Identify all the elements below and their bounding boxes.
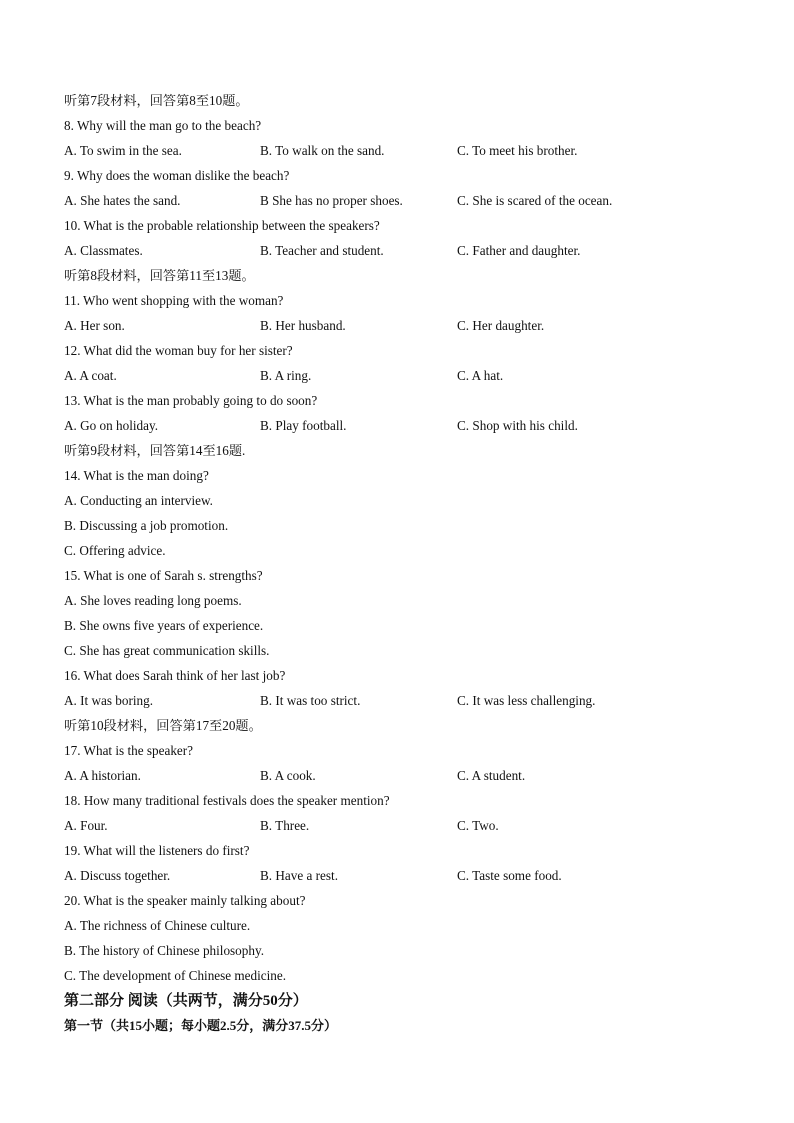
exam-content [64, 88, 744, 1038]
section-title: 第二部分 阅读（共两节，满分50分） [64, 993, 308, 1009]
answer-option-line: C. She has great communication skills. [64, 643, 270, 658]
option-b: B. To walk on the sand. [260, 143, 385, 158]
options-row [64, 138, 744, 163]
options-row [64, 238, 744, 263]
option-b: B. Play football. [260, 418, 347, 433]
question-stem: 9. Why does the woman dislike the beach? [64, 168, 290, 183]
option-a: A. Four. [64, 818, 108, 833]
question-stem: 10. What is the probable relationship between the speakers? [64, 218, 380, 233]
option-a: A. Discuss together. [64, 868, 171, 883]
option-a: A. Her son. [64, 318, 125, 333]
option-c: C. Taste some food. [457, 868, 562, 883]
question-stem: 17. What is the speaker? [64, 743, 194, 758]
question-stem: 16. What does Sarah think of her last job? [64, 668, 286, 683]
answer-option-line: B. The history of Chinese philosophy. [64, 943, 265, 958]
option-a: A. A historian. [64, 768, 141, 783]
option-a: A. It was boring. [64, 693, 154, 708]
option-c: C. To meet his brother. [457, 143, 578, 158]
answer-option-line: A. She loves reading long poems. [64, 593, 242, 608]
option-b: B. It was too strict. [260, 693, 361, 708]
question-stem: 8. Why will the man go to the beach? [64, 118, 262, 133]
subsection-title: 第一节（共15小题；每小题2.5分，满分37.5分） [64, 1018, 338, 1033]
answer-option-line: B. Discussing a job promotion. [64, 518, 229, 533]
options-row [64, 363, 744, 388]
question-stem: 13. What is the man probably going to do soon? [64, 393, 318, 408]
answer-option-line: A. The richness of Chinese culture. [64, 918, 251, 933]
options-row [64, 688, 744, 713]
question-stem: 14. What is the man doing? [64, 468, 209, 483]
options-row [64, 188, 744, 213]
option-c: C. Two. [457, 818, 499, 833]
question-stem: 12. What did the woman buy for her sister? [64, 343, 293, 358]
question-stem: 20. What is the speaker mainly talking about? [64, 893, 306, 908]
option-c: C. A student. [457, 768, 526, 783]
option-b: B. Teacher and student. [260, 243, 384, 258]
option-c: C. It was less challenging. [457, 693, 596, 708]
option-a: A. She hates the sand. [64, 193, 181, 208]
options-row [64, 863, 744, 888]
options-row [64, 763, 744, 788]
listening-instruction: 听第7段材料，回答第8至10题。 [64, 93, 249, 108]
option-b: B. Have a rest. [260, 868, 338, 883]
question-stem: 11. Who went shopping with the woman? [64, 293, 284, 308]
option-a: A. Classmates. [64, 243, 143, 258]
answer-option-line: A. Conducting an interview. [64, 493, 213, 508]
option-c: C. She is scared of the ocean. [457, 193, 613, 208]
option-c: C. Father and daughter. [457, 243, 581, 258]
answer-option-line: B. She owns five years of experience. [64, 618, 264, 633]
answer-option-line: C. The development of Chinese medicine. [64, 968, 287, 983]
option-b: B. Her husband. [260, 318, 346, 333]
option-b: B. A ring. [260, 368, 312, 383]
listening-instruction: 听第9段材料，回答第14至16题. [64, 443, 246, 458]
question-stem: 18. How many traditional festivals does the speaker mention? [64, 793, 390, 808]
listening-instruction: 听第10段材料，回答第17至20题。 [64, 718, 262, 733]
question-stem: 19. What will the listeners do first? [64, 843, 250, 858]
options-row [64, 413, 744, 438]
option-b: B. Three. [260, 818, 310, 833]
option-a: A. Go on holiday. [64, 418, 159, 433]
question-stem: 15. What is one of Sarah s. strengths? [64, 568, 263, 583]
option-c: C. A hat. [457, 368, 504, 383]
option-a: A. To swim in the sea. [64, 143, 182, 158]
option-c: C. Shop with his child. [457, 418, 578, 433]
option-a: A. A coat. [64, 368, 117, 383]
options-row [64, 813, 744, 838]
option-c: C. Her daughter. [457, 318, 545, 333]
options-row [64, 313, 744, 338]
listening-instruction: 听第8段材料，回答第11至13题。 [64, 268, 255, 283]
option-b: B She has no proper shoes. [260, 193, 403, 208]
option-b: B. A cook. [260, 768, 316, 783]
answer-option-line: C. Offering advice. [64, 543, 166, 558]
